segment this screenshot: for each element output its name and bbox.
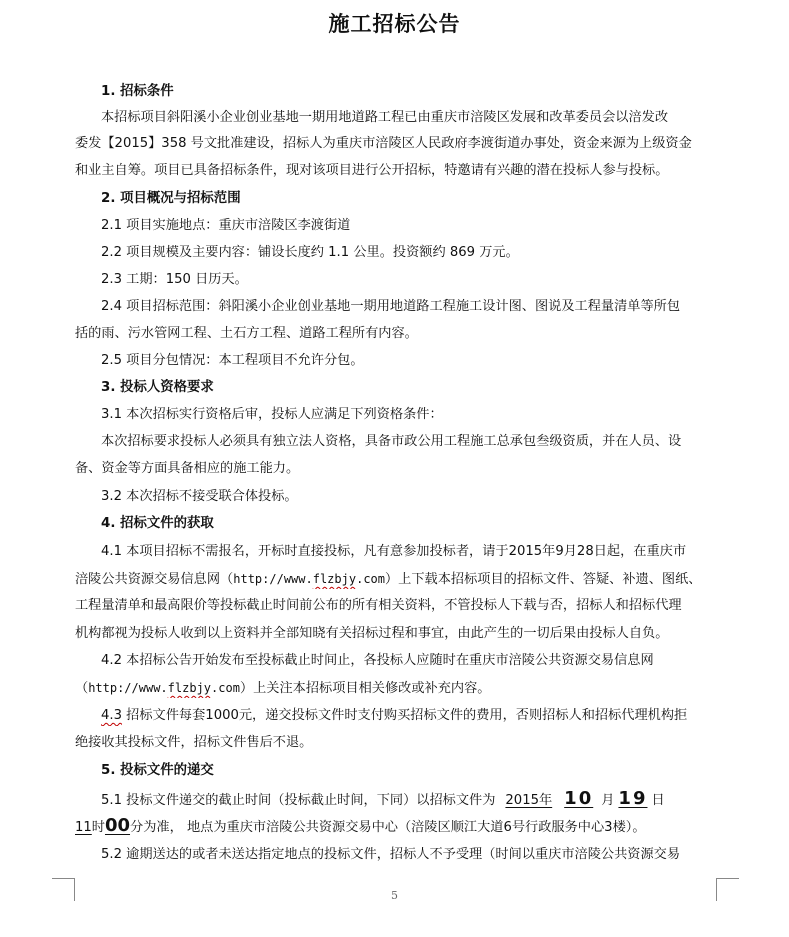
- deadline-minute: 00: [104, 816, 131, 836]
- url-part: .com: [356, 572, 385, 586]
- text-span: 涪陵公共资源交易信息网（: [75, 572, 234, 587]
- text-span: 时: [91, 820, 105, 835]
- paragraph-line: 机构都视为投标人收到以上资料并全部知晓有关招标过程和事宜，由此产生的一切后果由投标人自负。: [75, 626, 669, 641]
- paragraph-line: 4.2 本招标公告开始发布至投标截止时间止，各投标人应随时在重庆市涪陵公共资源交易信息网: [101, 653, 654, 668]
- deadline-month: 10: [564, 789, 594, 809]
- deadline-line: [101, 789, 725, 809]
- text-span: 日: [651, 793, 665, 808]
- paragraph-line: 工程量清单和最高限价等投标截止时间前公布的所有相关资料，不管投标人下载与否，招标人和招标代理: [75, 598, 682, 613]
- paragraph-line: 5.2 逾期送达的或者未送达指定地点的投标文件，招标人不予受理（时间以重庆市涪陵公共资源交易: [101, 847, 681, 862]
- section-5-heading: 5. 投标文件的递交: [101, 763, 214, 778]
- paragraph-line: 委发【2015】358 号文批准建设，招标人为重庆市涪陵区人民政府李渡街道办事处，资金来源为上级资金: [75, 136, 692, 151]
- paragraph-line: 2.5 项目分包情况：本工程项目不允许分包。: [101, 353, 364, 368]
- paragraph-line: 3.1 本次招标实行资格后审，投标人应满足下列资格条件：: [101, 407, 443, 422]
- paragraph-line: 3.2 本次招标不接受联合体投标。: [101, 489, 298, 504]
- paragraph-line: 4.1 本项目招标不需报名，开标时直接投标，凡有意参加投标者，请于2015年9月28日起，在重庆市: [101, 544, 687, 559]
- paragraph-line: 括的雨、污水管网工程、土石方工程、道路工程所有内容。: [75, 326, 418, 341]
- paragraph-line: [75, 569, 725, 589]
- paragraph-line: 2.2 项目规模及主要内容：铺设长度约 1.1 公里。投资额约 869 万元。: [101, 245, 519, 260]
- paragraph-line: 2.3 工期：150 日历天。: [101, 272, 248, 287]
- website-url: [88, 681, 240, 695]
- deadline-day: 19: [618, 789, 648, 809]
- text-span: 招标文件每套1000元，递交投标文件时支付购买招标文件的费用，否则招标人和招标代理机构拒: [121, 708, 688, 723]
- url-part: flzbjy: [167, 681, 212, 695]
- section-number: 4.3: [101, 708, 122, 723]
- paragraph-line: 本招标项目斜阳溪小企业创业基地一期用地道路工程已由重庆市涪陵区发展和改革委员会以涪发改: [101, 110, 669, 125]
- paragraph-line: 和业主自筹。项目已具备招标条件，现对该项目进行公开招标，特邀请有兴趣的潜在投标人参与投标。: [75, 163, 669, 178]
- paragraph-line: 绝接收其投标文件，招标文件售后不退。: [75, 735, 313, 750]
- paragraph-line: [101, 706, 725, 726]
- website-url: [233, 572, 385, 586]
- paragraph-line: 2.1 项目实施地点：重庆市涪陵区李渡街道: [101, 218, 351, 233]
- paragraph-line: 备、资金等方面具备相应的施工能力。: [75, 461, 300, 476]
- section-1-heading: 1. 招标条件: [101, 84, 174, 99]
- section-4-heading: 4. 招标文件的获取: [101, 516, 214, 531]
- url-part: http://www.: [88, 681, 168, 695]
- section-3-heading: 3. 投标人资格要求: [101, 380, 214, 395]
- page-title: 施工招标公告: [328, 11, 461, 36]
- section-2-heading: 2. 项目概况与招标范围: [101, 191, 241, 206]
- text-span: （: [75, 681, 89, 696]
- deadline-line: [75, 816, 725, 836]
- page-number: 5: [391, 889, 398, 902]
- paragraph-line: 本次招标要求投标人必须具有独立法人资格，具备市政公用工程施工总承包叁级资质，并在人员、设: [101, 434, 682, 449]
- text-span: ）上关注本招标项目相关修改或补充内容。: [239, 681, 491, 696]
- paragraph-line: 2.4 项目招标范围：斜阳溪小企业创业基地一期用地道路工程施工设计图、图说及工程量清单等所包: [101, 299, 681, 314]
- deadline-hour: 11: [75, 820, 92, 835]
- deadline-year: 2015年: [505, 793, 553, 808]
- url-part: flzbjy: [312, 572, 357, 586]
- url-part: .com: [211, 681, 240, 695]
- url-part: http://www.: [233, 572, 313, 586]
- paragraph-line: [75, 678, 725, 698]
- text-span: 5.1 投标文件递交的截止时间（投标截止时间，下同）以招标文件为: [101, 793, 496, 808]
- text-span: 分为准， 地点为重庆市涪陵公共资源交易中心（涪陵区顺江大道6号行政服务中心3楼）。: [130, 820, 646, 835]
- text-span: ）上下载本招标项目的招标文件、答疑、补遗、图纸、: [385, 572, 702, 587]
- text-span: 月: [601, 793, 615, 808]
